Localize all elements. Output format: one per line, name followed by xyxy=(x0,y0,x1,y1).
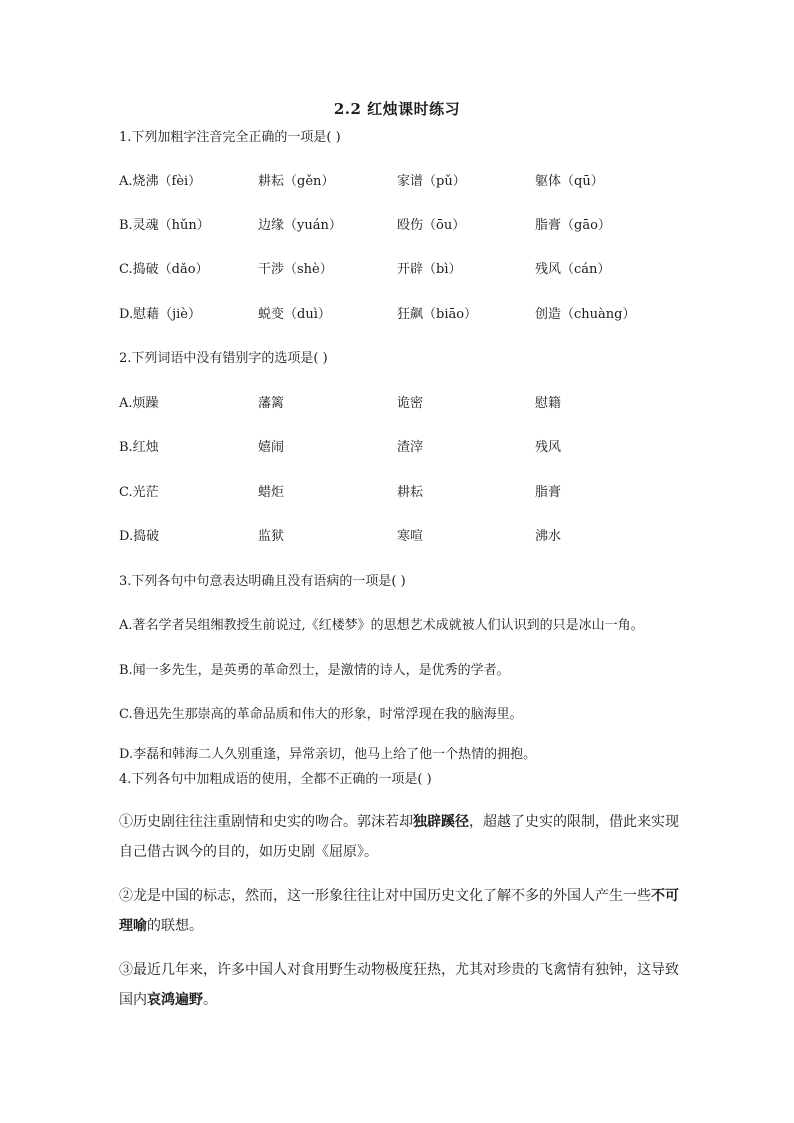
q2-c-item-1: C.光茫 xyxy=(119,485,159,500)
q1-c-item-3: 开辟（bì） xyxy=(397,262,462,277)
q2-d-item-2: 监狱 xyxy=(258,529,285,544)
q2-b-item-1: B.红烛 xyxy=(119,440,159,455)
q1-b-item-2: 边缘（yuán） xyxy=(258,218,342,233)
q2-d-item-4: 沸水 xyxy=(535,529,562,544)
q4-sentence-2 xyxy=(119,881,679,941)
q1-d-item-3: 狂飙（biāo） xyxy=(397,307,478,322)
q1-b-item-3: 殴伤（ōu） xyxy=(397,218,466,233)
q3-option-b: B.闻一多先生，是英勇的革命烈士，是激情的诗人，是优秀的学者。 xyxy=(119,663,510,678)
q4-s1-text-b: ，超越了史实的限制，借此来实现 xyxy=(469,814,679,830)
q2-a-item-2: 藩篱 xyxy=(258,396,285,411)
q4-s2-idiom-part2: 理喻 xyxy=(119,918,147,934)
q2-a-item-4: 慰籍 xyxy=(535,396,562,411)
q1-d-item-1: D.慰藉（jiè） xyxy=(119,307,201,322)
q2-b-item-2: 嬉闹 xyxy=(258,440,285,455)
q2-d-item-3: 寒喧 xyxy=(397,529,424,544)
q4-s3-text-a: ③最近几年来，许多中国人对食用野生动物极度狂热，尤其对珍贵的飞禽情有独钟，这导致 xyxy=(119,962,679,978)
q4-sentence-1 xyxy=(119,807,679,867)
q2-c-item-4: 脂膏 xyxy=(535,485,562,500)
q2-c-item-2: 蜡炬 xyxy=(258,485,285,500)
q1-c-item-4: 残风（cán） xyxy=(535,262,611,277)
question-2-stem: 2.下列词语中没有错别字的选项是( ) xyxy=(119,351,328,366)
q4-s1-text-c: 自己借古讽今的目的，如历史剧《屈原》。 xyxy=(119,844,378,860)
q1-a-item-1: A.烧沸（fèi） xyxy=(119,174,202,189)
q2-a-item-1: A.烦躁 xyxy=(119,396,159,411)
q4-s3-text-c: 。 xyxy=(203,992,217,1008)
q2-d-item-1: D.捣破 xyxy=(119,529,160,544)
question-1-stem: 1.下列加粗字注音完全正确的一项是( ) xyxy=(119,130,341,145)
q4-s2-text-a: ②龙是中国的标志，然而，这一形象往往让对中国历史文化了解不多的外国人产生一些 xyxy=(119,888,651,904)
q1-b-item-4: 脂膏（gāo） xyxy=(535,218,611,233)
q1-a-item-2: 耕耘（gěn） xyxy=(258,174,335,189)
q1-d-item-2: 蜕变（duì） xyxy=(258,307,331,322)
q4-s3-text-b: 国内 xyxy=(119,992,147,1008)
q3-option-a: A.著名学者吴组缃教授生前说过,《红楼梦》的思想艺术成就被人们认识到的只是冰山一角。 xyxy=(119,618,644,633)
q2-b-item-3: 渣滓 xyxy=(397,440,424,455)
q4-s2-text-b: 的联想。 xyxy=(147,918,203,934)
q1-b-item-1: B.灵魂（hǔn） xyxy=(119,218,210,233)
q4-s3-idiom: 哀鸿遍野 xyxy=(147,992,203,1008)
q1-a-item-4: 躯体（qū） xyxy=(535,174,604,189)
q1-c-item-2: 干涉（shè） xyxy=(258,262,333,277)
q4-s2-idiom-part1: 不可 xyxy=(651,888,679,904)
q3-option-d: D.李磊和韩海二人久别重逢，异常亲切，他马上给了他一个热情的拥抱。 xyxy=(119,747,537,762)
q4-s1-text-a: ①历史剧往往注重剧情和史实的吻合。郭沫若却 xyxy=(119,814,413,830)
q4-sentence-3 xyxy=(119,955,679,1015)
page-title: 2.2 红烛课时练习 xyxy=(333,100,461,118)
q1-a-item-3: 家谱（pǔ） xyxy=(397,174,466,189)
q1-c-item-1: C.捣破（dǎo） xyxy=(119,262,209,277)
q2-a-item-3: 诡密 xyxy=(397,396,424,411)
q4-s1-idiom: 独辟蹊径 xyxy=(413,814,469,830)
q2-b-item-4: 残风 xyxy=(535,440,562,455)
q2-c-item-3: 耕耘 xyxy=(397,485,424,500)
question-3-stem: 3.下列各句中句意表达明确且没有语病的一项是( ) xyxy=(119,574,406,589)
question-4-stem: 4.下列各句中加粗成语的使用，全都不正确的一项是( ) xyxy=(119,772,432,787)
q1-d-item-4: 创造（chuàng） xyxy=(535,307,636,322)
q3-option-c: C.鲁迅先生那崇高的革命品质和伟大的形象，时常浮现在我的脑海里。 xyxy=(119,707,523,722)
